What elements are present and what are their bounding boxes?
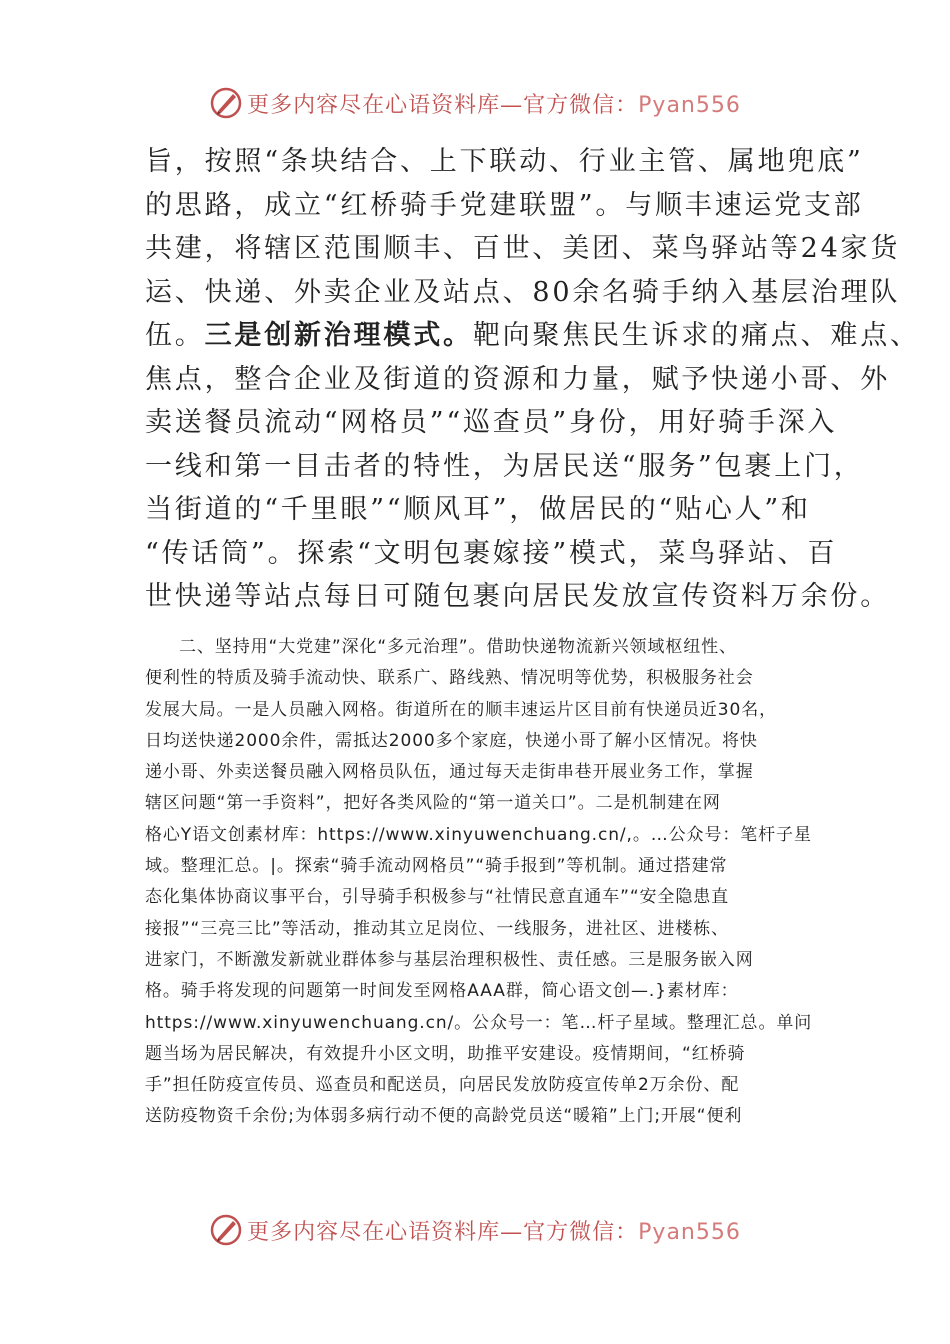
text-line: “传话筒”。探索“文明包裹嫁接”模式，菜鸟驿站、百 (145, 537, 838, 569)
text-line: 日均送快递2000余件，需抵达2000多个家庭，快递小哥了解小区情况。将快 (145, 730, 758, 751)
text-line: 格。骑手将发现的问题第一时间发至网格AAA群，简心语文创—.}素材库： (145, 981, 739, 1002)
text-line: 发展大局。一是人员融入网格。街道所在的顺丰速运片区目前有快递员近30名， (145, 699, 778, 720)
text-run: 靶向聚焦民生诉求的痛点、难点、 (472, 320, 920, 351)
text-line: 便利性的特质及骑手流动快、联系广、路线熟、情况明等优势，积极服务社会 (145, 668, 754, 689)
banner-text (247, 1215, 741, 1246)
banner-suffix: 官方微信： (523, 92, 639, 118)
text-line: 运、快递、外卖企业及站点、80余名骑手纳入基层治理队 (145, 276, 901, 308)
text-line: 接报”“三亮三比”等活动，推动其立足岗位、一线服务，进社区、进楼栋、 (145, 918, 730, 939)
text-line: 格心Y语文创素材库：https://www.xinyuwenchuang.cn/,。…公众号：笔杆子星 (145, 824, 812, 845)
banner-dash: — (500, 1219, 524, 1245)
text-line: 辖区问题“第一手资料”，把好各类风险的“第一道关口”。二是机制建在网 (145, 793, 721, 814)
text-line (145, 314, 920, 358)
body-paragraph-small (145, 632, 835, 1133)
banner-contact: Pyan556 (638, 1219, 741, 1245)
body-paragraph-large (145, 140, 920, 619)
banner-contact: Pyan556 (638, 92, 741, 118)
text-line: 焦点，整合企业及街道的资源和力量，赋予快递小哥、外 (145, 363, 890, 395)
banner-text (247, 88, 741, 119)
bold-heading: 三是创新治理模式。 (204, 320, 473, 351)
text-line: 递小哥、外卖送餐员融入网格员队伍，通过每天走街串巷开展业务工作，掌握 (145, 762, 754, 783)
text-line: 世快递等站点每日可随包裹向居民发放宣传资料万余份。 (145, 581, 890, 612)
pen-logo-icon (209, 1213, 243, 1247)
text-line: 二、坚持用“大党建”深化“多元治理”。借助快递物流新兴领域枢纽性、 (179, 637, 737, 657)
footer-banner (0, 1210, 950, 1250)
text-line: 一线和第一目击者的特性，为居民送“服务”包裹上门， (145, 450, 864, 482)
text-line: 手”担任防疫宣传员、巡查员和配送员，向居民发放防疫宣传单2万余份、配 (145, 1075, 740, 1096)
text-line: 卖送餐员流动“网格员”“巡查员”身份，用好骑手深入 (145, 407, 838, 438)
text-line: 的思路，成立“红桥骑手党建联盟”。与顺丰速运党支部 (145, 189, 864, 221)
banner-main: 更多内容尽在心语资料库 (247, 1219, 501, 1245)
pen-logo-icon (209, 86, 243, 120)
text-line: 共建，将辖区范围顺丰、百世、美团、菜鸟驿站等24家货 (145, 233, 901, 264)
text-line: https://www.xinyuwenchuang.cn/。公众号一：笔…杆子星域。整理汇总。单问 (145, 1012, 813, 1033)
text-line: 送防疫物资千余份;为体弱多病行动不便的高龄党员送“暖箱”上门;开展“便利 (145, 1106, 743, 1127)
header-banner (0, 83, 950, 123)
text-line: 当街道的“千里眼”“顺风耳”，做居民的“贴心人”和 (145, 494, 811, 525)
text-line: 域。整理汇总。|。探索“骑手流动网格员”“骑手报到”等机制。通过搭建常 (145, 856, 728, 877)
banner-main: 更多内容尽在心语资料库 (247, 92, 501, 118)
text-line: 旨，按照“条块结合、上下联动、行业主管、属地兜底” (145, 146, 864, 177)
text-run: 伍。 (145, 320, 205, 351)
text-line: 题当场为居民解决，有效提升小区文明，助推平安建设。疫情期间，“红桥骑 (145, 1043, 746, 1064)
text-line: 态化集体协商议事平台，引导骑手积极参与“社情民意直通车”“安全隐患直 (145, 887, 730, 908)
banner-suffix: 官方微信： (523, 1219, 639, 1245)
text-line: 进家门，不断激发新就业群体参与基层治理积极性、责任感。三是服务嵌入网 (145, 949, 754, 970)
banner-dash: — (500, 92, 524, 118)
